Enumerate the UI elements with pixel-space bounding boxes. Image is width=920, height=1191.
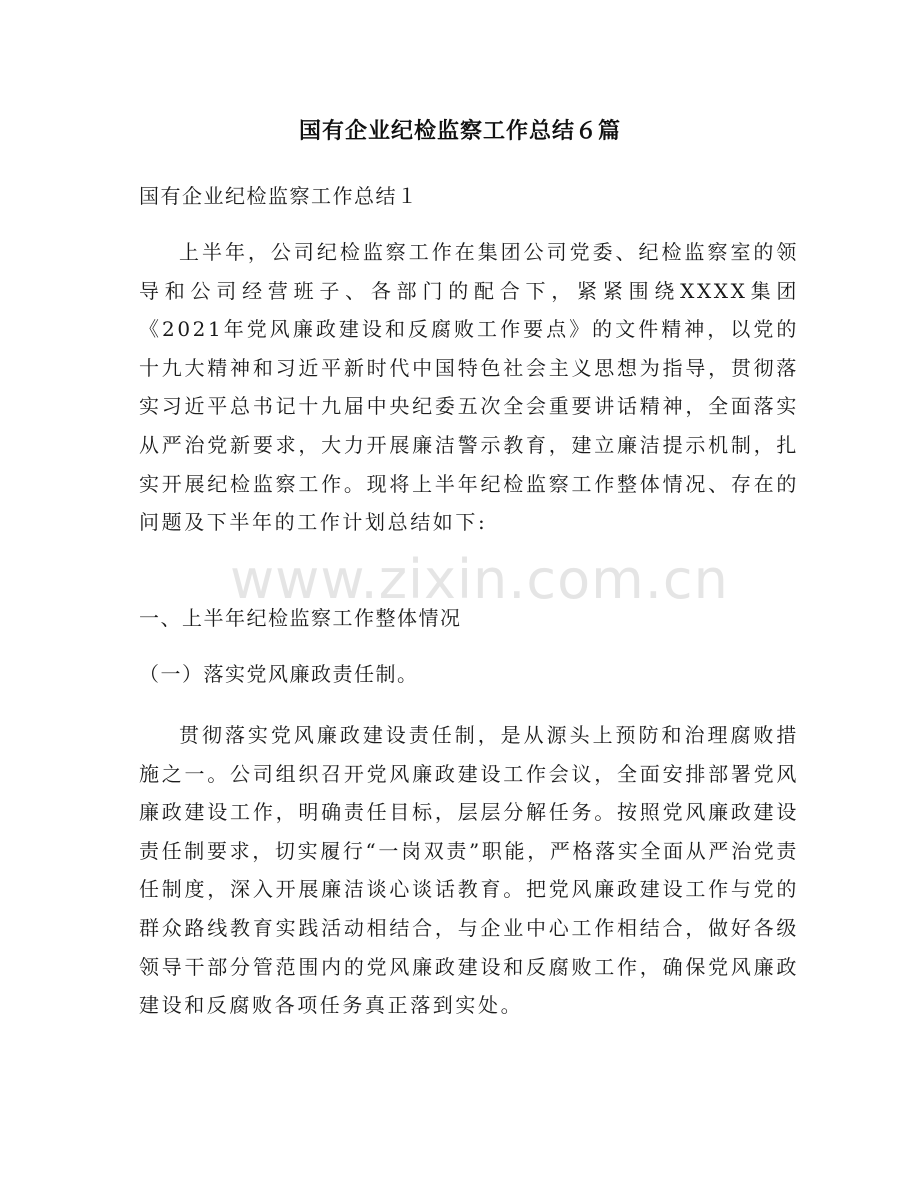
- document-subtitle: 国有企业纪检监察工作总结１: [139, 184, 419, 208]
- paragraph-intro: 上半年，公司纪检监察工作在集团公司党委、纪检监察室的领导和公司经营班子、各部门的配合下，紧紧围绕XXXX集团《2021年党风廉政建设和反腐败工作要点》的文件精神，以党的十九大精神和习近平新时代中国特色社会主义思想为指导，贯彻落实习近平总书记十九届中央纪委五次全会重要讲话精神，全面落实从严治党新要求，大力开展廉洁警示教育，建立廉洁提示机制，扎实开展纪检监察工作。现将上半年纪检监察工作整体情况、存在的问题及下半年的工作计划总结如下:: [139, 240, 799, 535]
- watermark-text: www.zixin.com.cn: [230, 548, 729, 611]
- subsection-heading-1: （一）落实党风廉政责任制。: [139, 662, 419, 686]
- section-heading-1: 一、上半年纪检监察工作整体情况: [139, 606, 462, 630]
- document-title: 国有企业纪检监察工作总结６篇: [298, 119, 621, 144]
- paragraph-responsibility: 贯彻落实党风廉政建设责任制，是从源头上预防和治理腐败措施之一。公司组织召开党风廉政建设工作会议，全面安排部署党风廉政建设工作，明确责任目标，层层分解任务。按照党风廉政建设责任制要求，切实履行“一岗双责”职能，严格落实全面从严治党责任制度，深入开展廉洁谈心谈话教育。把党风廉政建设工作与党的群众路线教育实践活动相结合，与企业中心工作相结合，做好各级领导干部分管范围内的党风廉政建设和反腐败工作，确保党风廉政建设和反腐败各项任务真正落到实处。: [139, 723, 799, 1018]
